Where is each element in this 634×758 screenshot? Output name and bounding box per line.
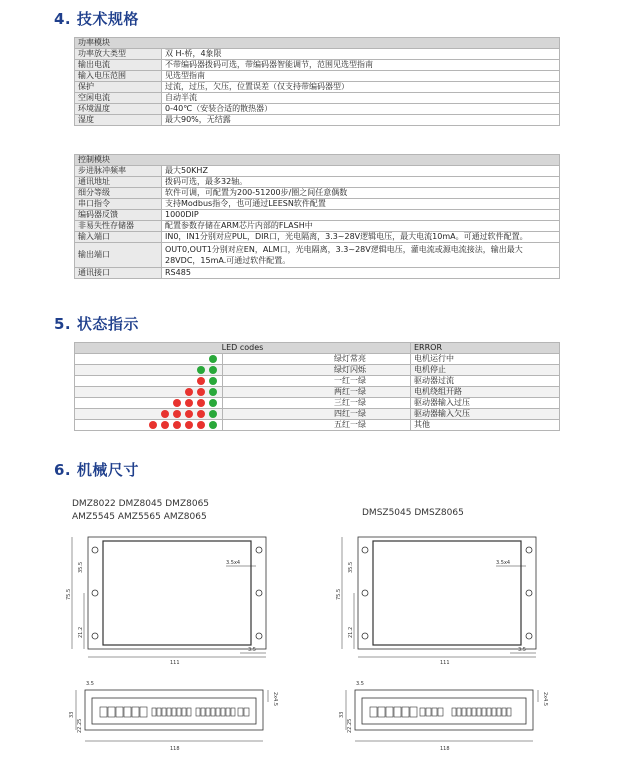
- right-drive-body: [373, 541, 521, 645]
- left-drive-outline: [88, 537, 266, 649]
- comm-terminal: [432, 708, 437, 716]
- signal-terminal: [487, 708, 491, 716]
- power-terminal: [108, 707, 115, 717]
- left-side-dim: 3.5: [86, 681, 94, 687]
- left-models-line2: AMZ5545 AMZ5565 AMZ8065: [72, 512, 207, 522]
- left-mount-hole-tr: [256, 547, 262, 553]
- spec-value: IN0，IN1分别对应PUL，DIR口，光电隔离，3.3~28V逻辑电压，最大电流10mA。可通过软件配置。: [162, 232, 560, 243]
- comm-terminal: [238, 708, 243, 716]
- power-terminal: [370, 707, 377, 717]
- signal-terminal: [492, 708, 496, 716]
- right-drive-outline: [358, 537, 536, 649]
- left-width-dim: 111: [170, 660, 180, 666]
- right-models-label: DMSZ5045 DMSZ8065: [362, 508, 464, 518]
- right-base-dim: 118: [440, 746, 450, 752]
- signal-terminal: [497, 708, 501, 716]
- signal-terminal: [231, 708, 235, 716]
- spec-key: 细分等级: [75, 188, 162, 199]
- right-mount-hole-bl: [362, 633, 368, 639]
- spec-value: 支持Modbus指令，也可通过LEESN软件配置: [162, 199, 560, 210]
- led-error: 其他: [411, 420, 560, 431]
- led-code: 绿灯闪烁: [223, 365, 411, 376]
- spec-key: 步进脉冲频率: [75, 166, 162, 177]
- signal-terminal: [467, 708, 471, 716]
- spec-value: 见选型指南: [162, 71, 560, 82]
- right-mount-hole-ml: [362, 590, 368, 596]
- spec-value: 0-40℃（安装合适的散热器）: [162, 104, 560, 115]
- spec-value: 配置参数存储在ARM芯片内部的FLASH中: [162, 221, 560, 232]
- control-module-header: 控制模块: [75, 155, 560, 166]
- dip-switch: [187, 708, 191, 716]
- spec-value: 最大50KHZ: [162, 166, 560, 177]
- spec-value: 自动半流: [162, 93, 560, 104]
- signal-terminal: [206, 708, 210, 716]
- led-code: 一红一绿: [223, 376, 411, 387]
- section-title-status: 5. 状态指示: [54, 315, 139, 333]
- signal-terminal: [196, 708, 200, 716]
- error-header: ERROR: [411, 343, 560, 354]
- spec-key: 湿度: [75, 115, 162, 126]
- left-mount-hole-ml: [92, 590, 98, 596]
- signal-terminal: [482, 708, 486, 716]
- right-inner-dim: 22.25: [347, 718, 353, 733]
- power-terminal: [402, 707, 409, 717]
- spec-key: 通讯地址: [75, 177, 162, 188]
- signal-terminal: [226, 708, 230, 716]
- left-models-line1: DMZ8022 DMZ8045 DMZ8065: [72, 499, 210, 509]
- spec-key: 输入端口: [75, 232, 162, 243]
- signal-terminal: [502, 708, 506, 716]
- signal-terminal: [216, 708, 220, 716]
- dip-switch: [152, 708, 156, 716]
- right-mount-hole-mr: [526, 590, 532, 596]
- dip-switch: [162, 708, 166, 716]
- dip-switch: [182, 708, 186, 716]
- right-hole-dim: 3.5x4: [496, 560, 511, 566]
- spec-value: 拨码可选，最多32轴。: [162, 177, 560, 188]
- right-lower-dim: 21.2: [348, 626, 354, 638]
- signal-terminal: [221, 708, 225, 716]
- dip-switch: [167, 708, 171, 716]
- left-mount-hole-tl: [92, 547, 98, 553]
- spec-value: 不带编码器拨码可选，带编码器智能调节，范围见选型指南: [162, 60, 560, 71]
- signal-terminal: [452, 708, 456, 716]
- right-mount-hole-br: [526, 633, 532, 639]
- led-error: 电机绕组开路: [411, 387, 560, 398]
- power-terminal: [100, 707, 107, 717]
- led-code: 五红一绿: [223, 420, 411, 431]
- left-upper-dim: 35.5: [78, 561, 84, 573]
- power-terminal: [140, 707, 147, 717]
- signal-terminal: [201, 708, 205, 716]
- right-mount-hole-tr: [526, 547, 532, 553]
- comm-terminal: [244, 708, 249, 716]
- spec-key: 功率放大类型: [75, 49, 162, 60]
- dip-switch: [172, 708, 176, 716]
- left-lower-dim: 21.2: [78, 626, 84, 638]
- power-module-header: 功率模块: [75, 38, 560, 49]
- left-depth-dim: 33: [69, 711, 75, 718]
- right-edge-dim: 3.5: [518, 647, 526, 653]
- spec-key: 编码器反馈: [75, 210, 162, 221]
- left-height-dim: 75.5: [66, 588, 72, 600]
- dip-switch: [177, 708, 181, 716]
- spec-key: 保护: [75, 82, 162, 93]
- power-terminal: [378, 707, 385, 717]
- signal-terminal: [462, 708, 466, 716]
- left-drive-body: [103, 541, 251, 645]
- spec-value: 双 H-桥，4象限: [162, 49, 560, 60]
- left-tab-dim: 2x4.5: [272, 692, 278, 707]
- led-error: 驱动器输入欠压: [411, 409, 560, 420]
- spec-value: OUT0,OUT1分别对应EN，ALM口，光电隔离，3.3~28V逻辑电压，灌电流或源电流接法，输出最大28VDC，15mA.可通过软件配置。: [162, 243, 560, 268]
- signal-terminal: [472, 708, 476, 716]
- signal-terminal: [211, 708, 215, 716]
- left-mount-hole-mr: [256, 590, 262, 596]
- spec-value: 最大90%，无结露: [162, 115, 560, 126]
- power-terminal: [394, 707, 401, 717]
- led-error: 驱动器输入过压: [411, 398, 560, 409]
- led-code: 绿灯常亮: [223, 354, 411, 365]
- right-side-dim: 3.5: [356, 681, 364, 687]
- spec-key: 非易失性存储器: [75, 221, 162, 232]
- left-mount-hole-br: [256, 633, 262, 639]
- left-hole-dim: 3.5x4: [226, 560, 241, 566]
- spec-key: 输出端口: [75, 243, 162, 268]
- section-title-specs: 4. 技术规格: [54, 10, 139, 28]
- left-edge-dim: 3.5: [248, 647, 256, 653]
- comm-terminal: [420, 708, 425, 716]
- spec-value: RS485: [162, 268, 560, 279]
- led-error: 电机运行中: [411, 354, 560, 365]
- spec-value: 过流，过压，欠压，位置误差（仅支持带编码器型）: [162, 82, 560, 93]
- spec-key: 通讯接口: [75, 268, 162, 279]
- signal-terminal: [457, 708, 461, 716]
- led-codes-header: LED codes: [75, 343, 411, 354]
- spec-key: 输入电压范围: [75, 71, 162, 82]
- right-width-dim: 111: [440, 660, 450, 666]
- section-title-dimensions: 6. 机械尺寸: [54, 461, 139, 479]
- signal-terminal: [507, 708, 511, 716]
- right-height-dim: 75.5: [336, 588, 342, 600]
- spec-key: 输出电流: [75, 60, 162, 71]
- comm-terminal: [438, 708, 443, 716]
- power-terminal: [116, 707, 123, 717]
- right-mount-hole-tl: [362, 547, 368, 553]
- power-terminal: [132, 707, 139, 717]
- power-terminal: [410, 707, 417, 717]
- dip-switch: [157, 708, 161, 716]
- led-code: 三红一绿: [223, 398, 411, 409]
- power-terminal: [124, 707, 131, 717]
- spec-key: 环境温度: [75, 104, 162, 115]
- led-code: 四红一绿: [223, 409, 411, 420]
- spec-key: 空闲电流: [75, 93, 162, 104]
- left-base-dim: 118: [170, 746, 180, 752]
- led-error: 驱动器过流: [411, 376, 560, 387]
- signal-terminal: [477, 708, 481, 716]
- spec-key: 串口指令: [75, 199, 162, 210]
- comm-terminal: [426, 708, 431, 716]
- right-depth-dim: 33: [339, 711, 345, 718]
- spec-value: 1000DIP: [162, 210, 560, 221]
- power-terminal: [386, 707, 393, 717]
- left-mount-hole-bl: [92, 633, 98, 639]
- led-error: 电机停止: [411, 365, 560, 376]
- right-upper-dim: 35.5: [348, 561, 354, 573]
- spec-value: 软件可调，可配置为200-51200步/圈之间任意偶数: [162, 188, 560, 199]
- left-inner-dim: 22.25: [77, 718, 83, 733]
- right-tab-dim: 2x4.5: [542, 692, 548, 707]
- led-code: 两红一绿: [223, 387, 411, 398]
